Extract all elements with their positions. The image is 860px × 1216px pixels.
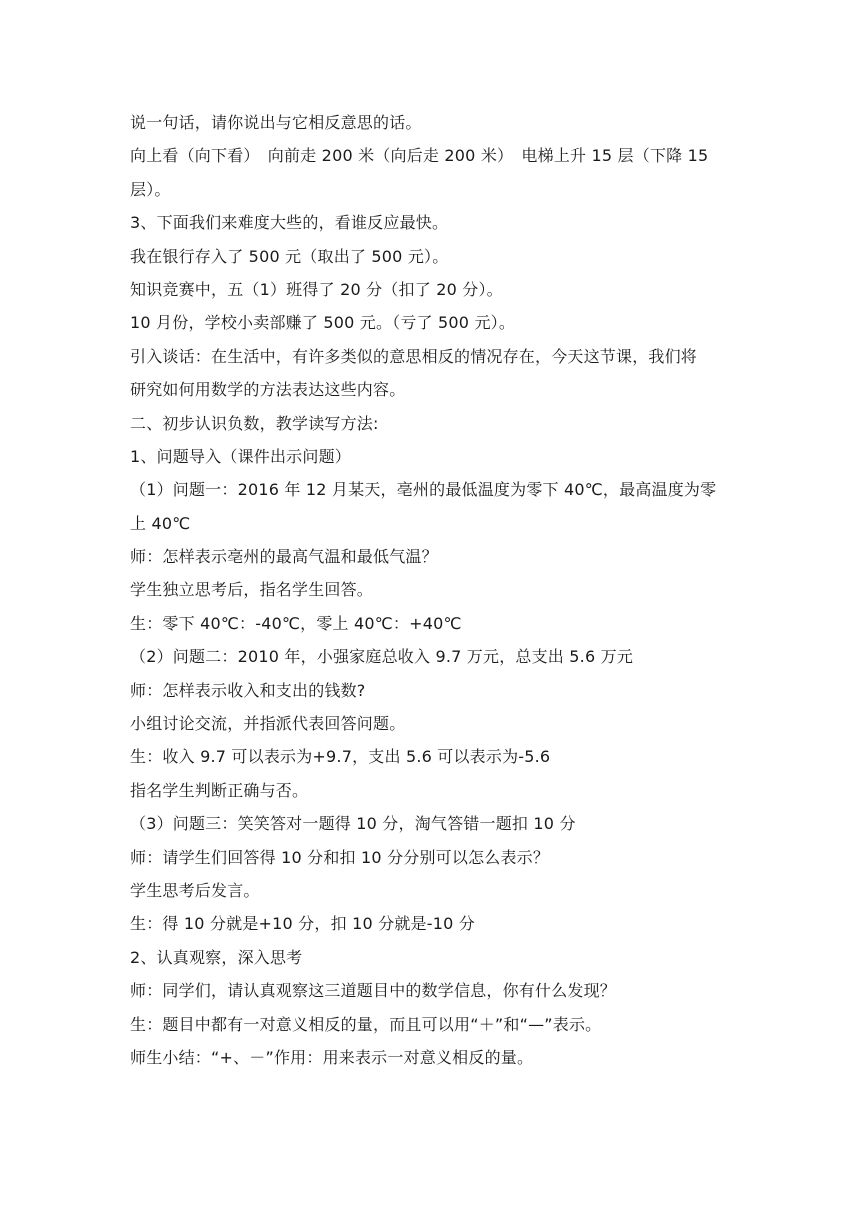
text-line: 上 40℃ — [130, 513, 191, 533]
text-line: 向上看（向下看） 向前走 200 米（向后走 200 米） 电梯上升 15 层（下降 15 — [130, 146, 709, 166]
text-line: 引入谈话：在生活中，有许多类似的意思相反的情况存在，今天这节课，我们将 — [130, 346, 698, 366]
text-line: 指名学生判断正确与否。 — [130, 780, 309, 800]
text-line: 生：零下 40℃：-40℃，零上 40℃：+40℃ — [130, 613, 462, 633]
text-line: （2）问题二：2010 年，小强家庭总收入 9.7 万元，总支出 5.6 万元 — [130, 647, 634, 667]
text-line: 小组讨论交流，并指派代表回答问题。 — [130, 714, 406, 734]
text-line: 师：请学生们回答得 10 分和扣 10 分分别可以怎么表示？ — [130, 847, 550, 867]
text-line: 10 月份，学校小卖部赚了 500 元。（亏了 500 元）。 — [130, 313, 516, 333]
document-body — [130, 106, 730, 1074]
subsection-heading: 1、问题导入（课件出示问题） — [130, 446, 351, 466]
text-line: 知识竞赛中，五（1）班得了 20 分（扣了 20 分）。 — [130, 279, 503, 299]
text-line: 3、下面我们来难度大些的，看谁反应最快。 — [130, 213, 449, 233]
text-line: （1）问题一：2016 年 12 月某天，亳州的最低温度为零下 40℃，最高温度为零 — [130, 480, 717, 500]
text-line: 师生小结：“+、－”作用：用来表示一对意义相反的量。 — [130, 1047, 534, 1067]
subsection-heading: 2、认真观察，深入思考 — [130, 947, 303, 967]
text-line: 说一句话，请你说出与它相反意思的话。 — [130, 113, 422, 132]
text-line: 研究如何用数学的方法表达这些内容。 — [130, 380, 406, 400]
text-line: 生：题目中都有一对意义相反的量，而且可以用“＋”和“—”表示。 — [130, 1014, 602, 1034]
text-line: 生：得 10 分就是+10 分，扣 10 分就是-10 分 — [130, 914, 475, 934]
text-line: 师：怎样表示亳州的最高气温和最低气温？ — [130, 547, 438, 567]
text-line: 我在银行存入了 500 元（取出了 500 元）。 — [130, 246, 449, 266]
text-line: 师：怎样表示收入和支出的钱数? — [130, 680, 366, 700]
text-line: 师：同学们，请认真观察这三道题目中的数学信息，你有什么发现？ — [130, 981, 617, 1001]
section-heading: 二、初步认识负数，教学读写方法: — [130, 413, 379, 433]
text-line: （3）问题三：笑笑答对一题得 10 分，淘气答错一题扣 10 分 — [130, 814, 576, 834]
text-line: 学生独立思考后，指名学生回答。 — [130, 580, 374, 600]
text-line: 学生思考后发言。 — [130, 880, 260, 900]
text-line: 层）。 — [130, 179, 171, 199]
text-line: 生：收入 9.7 可以表示为+9.7，支出 5.6 可以表示为-5.6 — [130, 747, 551, 767]
